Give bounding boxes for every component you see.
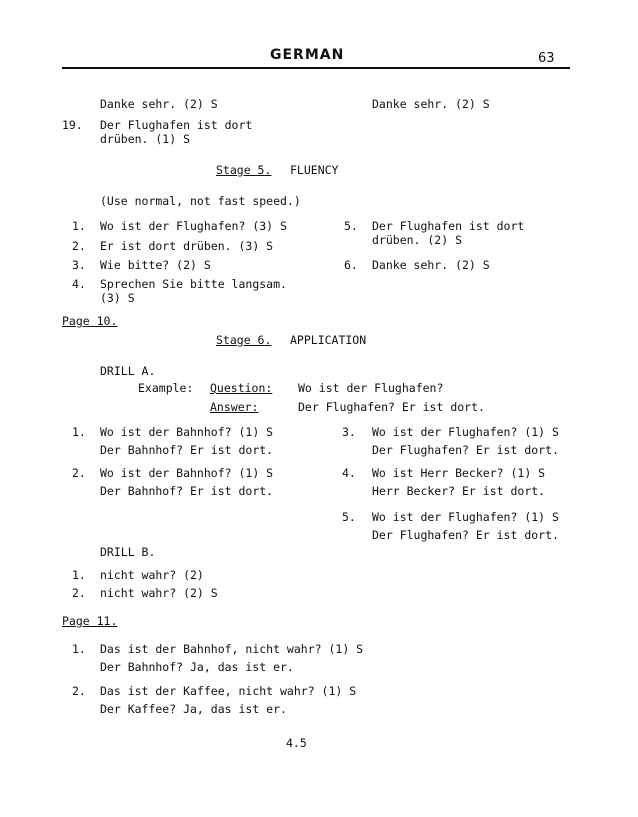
drill-b-item-text: nicht wahr? (2)	[100, 568, 204, 582]
stage5-label: Stage 5.	[216, 163, 272, 177]
item-19-line1: Der Flughafen ist dort	[100, 118, 253, 132]
drill-a-answer: Der Bahnhof? Er ist dort.	[100, 443, 274, 457]
page11-item-num: 1.	[72, 642, 86, 656]
drill-a-item-num: 2.	[72, 466, 86, 480]
answer-text: Der Flughafen? Er ist dort.	[298, 400, 485, 414]
drill-a-question: Wo ist der Bahnhof? (1) S	[100, 425, 274, 439]
drill-a-item-num: 1.	[72, 425, 86, 439]
stage5-item-text: Der Flughafen ist dort	[372, 219, 525, 233]
drill-b-item-num: 1.	[72, 568, 86, 582]
stage5-item-num: 5.	[344, 219, 358, 233]
question-text: Wo ist der Flughafen?	[298, 381, 444, 395]
stage5-item-text: (3) S	[100, 291, 135, 305]
example-label: Example:	[138, 381, 194, 395]
stage5-item-text: Danke sehr. (2) S	[372, 258, 490, 272]
stage5-item-text: Wo ist der Flughafen? (3) S	[100, 219, 287, 233]
drill-b-item-num: 2.	[72, 586, 86, 600]
stage5-item-text: Wie bitte? (2) S	[100, 258, 211, 272]
drill-a-answer: Der Flughafen? Er ist dort.	[372, 443, 559, 457]
drill-a-item-num: 4.	[342, 466, 356, 480]
drill-a-answer: Der Flughafen? Er ist dort.	[372, 528, 559, 542]
drill-a-question: Wo ist Herr Becker? (1) S	[372, 466, 546, 480]
stage5-item-text: Er ist dort drüben. (3) S	[100, 239, 274, 253]
stage5-item-num: 2.	[72, 239, 86, 253]
header-rule	[62, 67, 570, 69]
page11-item-num: 2.	[72, 684, 86, 698]
drill-a-question: Wo ist der Bahnhof? (1) S	[100, 466, 274, 480]
drill-b-item-text: nicht wahr? (2) S	[100, 586, 218, 600]
page11-label: Page 11.	[62, 614, 118, 628]
drill-a-item-num: 5.	[342, 510, 356, 524]
page-number: 63	[538, 51, 555, 66]
stage5-item-text: drüben. (2) S	[372, 233, 463, 247]
drill-b-title: DRILL B.	[100, 545, 156, 559]
top-left-line: Danke sehr. (2) S	[100, 97, 218, 111]
stage5-item-text: Sprechen Sie bitte langsam.	[100, 277, 287, 291]
footer-label: 4.5	[286, 736, 307, 750]
page-title: GERMAN	[270, 47, 345, 63]
answer-label: Answer:	[210, 400, 259, 414]
top-right-line: Danke sehr. (2) S	[372, 97, 490, 111]
drill-a-question: Wo ist der Flughafen? (1) S	[372, 425, 559, 439]
stage5-note: (Use normal, not fast speed.)	[100, 194, 301, 208]
question-label: Question:	[210, 381, 273, 395]
drill-a-question: Wo ist der Flughafen? (1) S	[372, 510, 559, 524]
page11-answer: Der Kaffee? Ja, das ist er.	[100, 702, 287, 716]
drill-a-title: DRILL A.	[100, 364, 156, 378]
stage5-item-num: 4.	[72, 277, 86, 291]
stage5-item-num: 3.	[72, 258, 86, 272]
page10-label: Page 10.	[62, 314, 118, 328]
stage5-item-num: 1.	[72, 219, 86, 233]
stage6-label: Stage 6.	[216, 333, 272, 347]
page11-question: Das ist der Bahnhof, nicht wahr? (1) S	[100, 642, 364, 656]
stage5-title: FLUENCY	[290, 163, 339, 177]
page11-question: Das ist der Kaffee, nicht wahr? (1) S	[100, 684, 357, 698]
page11-answer: Der Bahnhof? Ja, das ist er.	[100, 660, 294, 674]
drill-a-answer: Der Bahnhof? Er ist dort.	[100, 484, 274, 498]
stage6-title: APPLICATION	[290, 333, 367, 347]
drill-a-item-num: 3.	[342, 425, 356, 439]
item-19-line2: drüben. (1) S	[100, 132, 191, 146]
stage5-item-num: 6.	[344, 258, 358, 272]
drill-a-answer: Herr Becker? Er ist dort.	[372, 484, 546, 498]
item-19-number: 19.	[62, 118, 83, 132]
